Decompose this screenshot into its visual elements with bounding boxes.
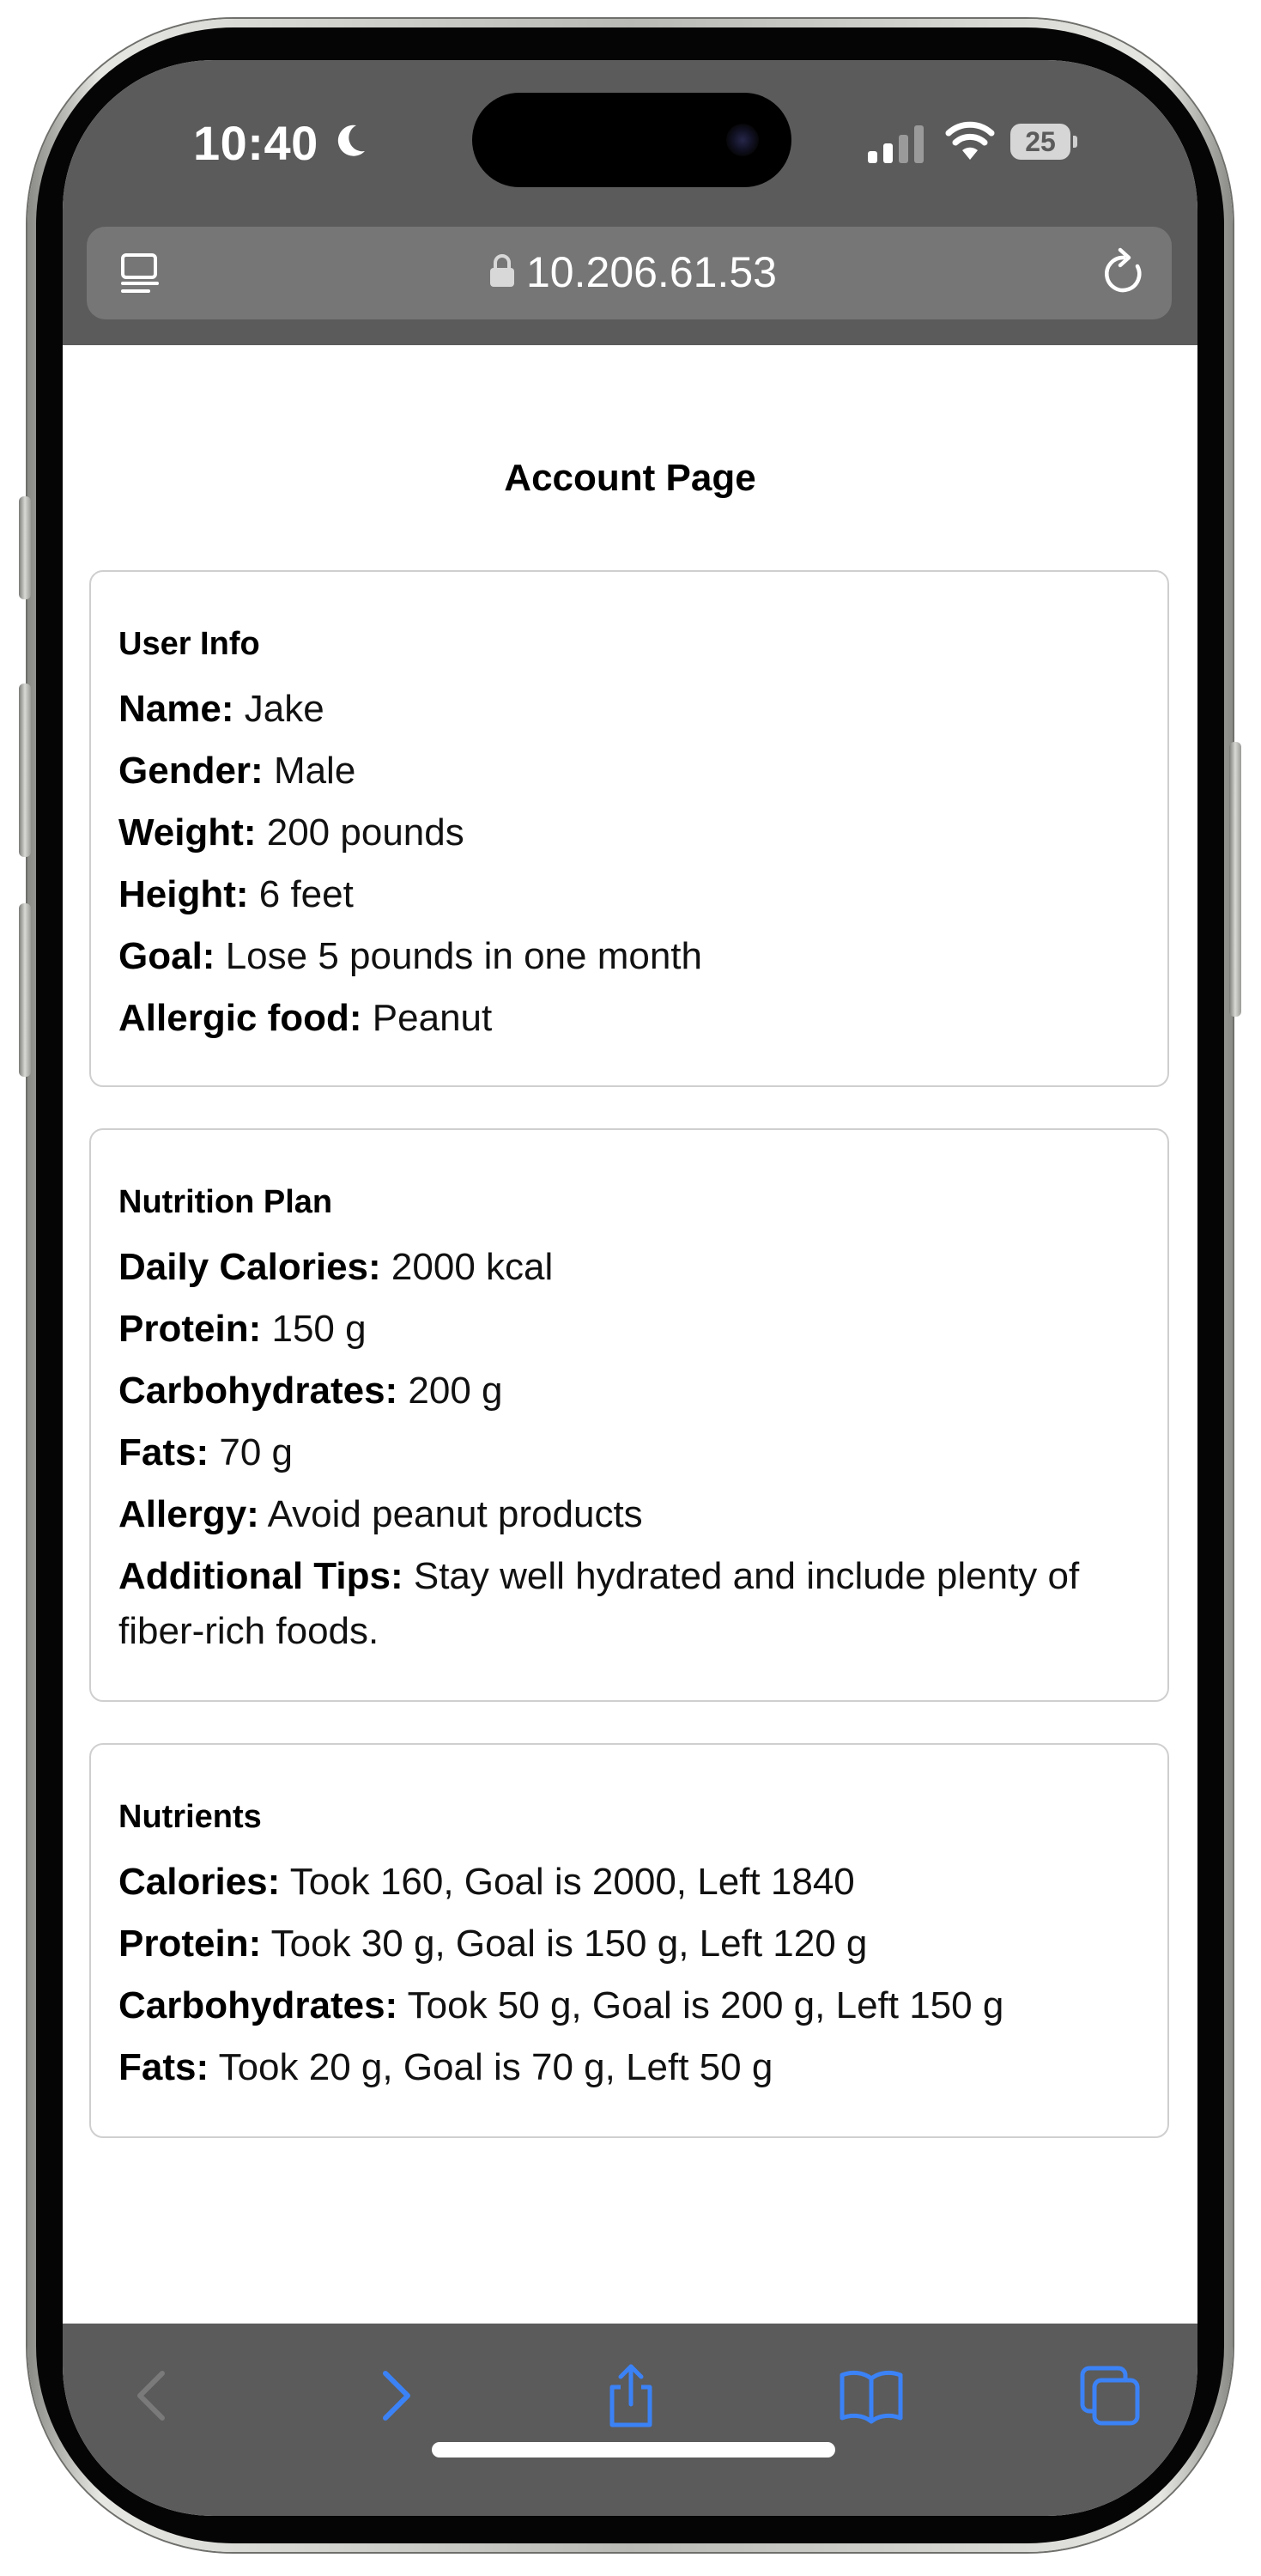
- row-label: Carbohydrates:: [118, 1370, 398, 1412]
- cellular-signal-icon: [868, 125, 925, 163]
- row-value: 200 g: [408, 1370, 503, 1412]
- status-bar: [63, 60, 1197, 345]
- reload-icon[interactable]: [1100, 247, 1148, 297]
- address-bar[interactable]: [87, 227, 1172, 319]
- moon-icon: [330, 122, 368, 160]
- battery-level: 25: [1010, 124, 1070, 160]
- user-info-row: [118, 744, 1140, 799]
- web-content: [63, 345, 1197, 2324]
- row-label: Carbohydrates:: [118, 1984, 398, 2026]
- lock-icon: [488, 252, 516, 289]
- volume-up-button: [19, 683, 31, 857]
- user-info-row: [118, 991, 1140, 1046]
- power-button: [1229, 742, 1241, 1017]
- nutrients-row: [118, 1978, 1140, 2033]
- row-value: 6 feet: [258, 873, 354, 915]
- row-label: Fats:: [118, 2046, 209, 2088]
- row-value: Took 160, Goal is 2000, Left 1840: [289, 1861, 855, 1903]
- user-info-heading: User Info: [118, 626, 260, 662]
- nutrients-row: [118, 1855, 1140, 1910]
- volume-down-button: [19, 903, 31, 1077]
- row-value: Took 50 g, Goal is 200 g, Left 150 g: [407, 1984, 1004, 2026]
- phone-screen: [63, 60, 1197, 2516]
- row-value: Lose 5 pounds in one month: [225, 935, 702, 977]
- user-info-row: [118, 805, 1140, 860]
- row-label: Weight:: [118, 811, 257, 854]
- user-info-row: [118, 682, 1140, 737]
- nutrition-plan-row: [118, 1302, 1140, 1357]
- row-value: 70 g: [219, 1431, 293, 1473]
- action-button: [19, 496, 31, 599]
- nutrition-plan-heading: Nutrition Plan: [118, 1184, 333, 1220]
- row-label: Gender:: [118, 750, 264, 792]
- user-info-row: [118, 867, 1140, 922]
- row-value: Took 30 g, Goal is 150 g, Left 120 g: [270, 1923, 868, 1965]
- book-icon[interactable]: [837, 2361, 906, 2430]
- page-menu-icon[interactable]: [118, 251, 162, 295]
- nutrients-card: [89, 1743, 1169, 2138]
- row-label: Height:: [118, 873, 249, 915]
- nutrition-plan-row: [118, 1364, 1140, 1419]
- row-label: Protein:: [118, 1308, 262, 1350]
- nutrients-heading: Nutrients: [118, 1799, 262, 1835]
- tabs-icon[interactable]: [1076, 2361, 1144, 2430]
- home-indicator: [432, 2442, 835, 2458]
- browser-toolbar: [63, 2324, 1197, 2516]
- nutrition-plan-row: [118, 1549, 1140, 1659]
- row-label: Additional Tips:: [118, 1555, 403, 1597]
- user-info-card: [89, 570, 1169, 1087]
- user-info-row: [118, 929, 1140, 984]
- row-value: Avoid peanut products: [267, 1493, 643, 1535]
- row-value: 2000 kcal: [391, 1246, 554, 1288]
- nutrition-plan-row: [118, 1425, 1140, 1480]
- row-label: Daily Calories:: [118, 1246, 381, 1288]
- row-value: Took 20 g, Goal is 70 g, Left 50 g: [218, 2046, 773, 2088]
- row-value: Jake: [244, 688, 324, 730]
- row-value: Stay well hydrated and include plenty of fiber-rich foods.: [118, 1555, 1080, 1652]
- url-text[interactable]: 10.206.61.53: [526, 248, 777, 296]
- row-value: 200 pounds: [266, 811, 464, 854]
- nutrients-row: [118, 2040, 1140, 2095]
- row-label: Fats:: [118, 1431, 209, 1473]
- nutrition-plan-card: [89, 1128, 1169, 1702]
- front-camera: [726, 124, 759, 156]
- row-value: 150 g: [271, 1308, 367, 1350]
- nutrition-plan-row: [118, 1240, 1140, 1295]
- page-title: Account Page: [504, 457, 756, 499]
- row-label: Goal:: [118, 935, 215, 977]
- row-value: Peanut: [372, 997, 493, 1039]
- share-icon[interactable]: [597, 2361, 665, 2430]
- nutrients-row: [118, 1917, 1140, 1971]
- dynamic-island: [472, 93, 791, 187]
- row-label: Protein:: [118, 1923, 262, 1965]
- row-label: Name:: [118, 688, 234, 730]
- row-label: Allergic food:: [118, 997, 362, 1039]
- chevron-right-icon[interactable]: [360, 2361, 428, 2430]
- row-label: Allergy:: [118, 1493, 259, 1535]
- nutrition-plan-row: [118, 1487, 1140, 1542]
- battery-indicator: [1010, 124, 1077, 160]
- row-value: Male: [273, 750, 356, 792]
- chevron-left-icon[interactable]: [119, 2361, 188, 2430]
- wifi-icon: [945, 120, 995, 161]
- status-time: 10:40: [193, 116, 318, 170]
- battery-cap: [1073, 136, 1077, 148]
- row-label: Calories:: [118, 1861, 281, 1903]
